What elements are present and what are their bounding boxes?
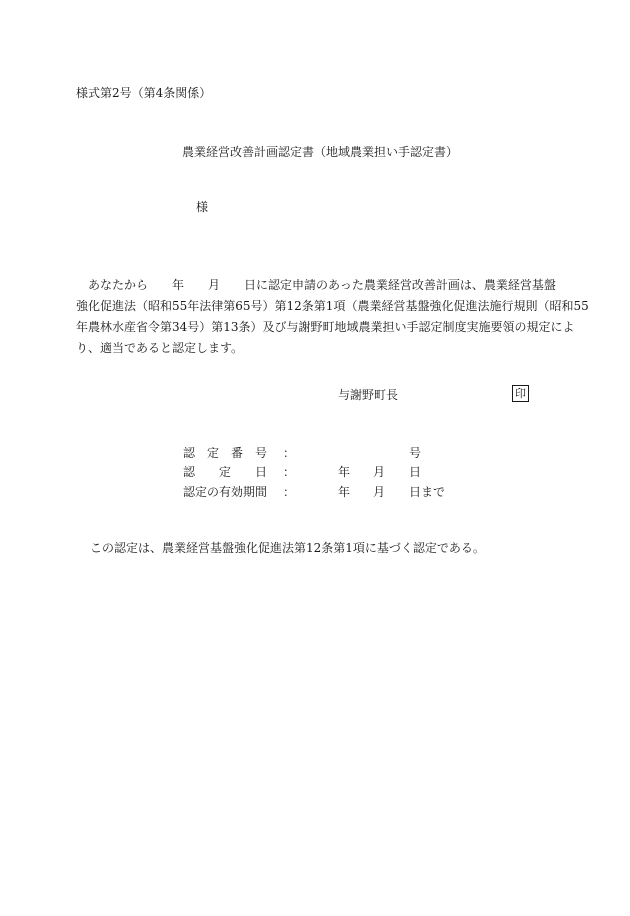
cert-validity-until: 日まで: [409, 485, 446, 499]
cert-number-unit: 号: [409, 446, 422, 460]
body-line-3: 年農林水産省令第34号）第13条）及び与謝野町地域農業担い手認定制度実施要領の規定によ: [76, 320, 575, 334]
cert-date-colon: ：: [283, 465, 296, 479]
form-number: 様式第2号（第4条関係）: [76, 86, 212, 100]
recipient-honorific: 様: [196, 200, 209, 214]
cert-validity-label: 認定の有効期間: [183, 485, 268, 499]
body-line-1: あなたから 年 月 日に認定申請のあった農業経営改善計画は、農業経営基盤: [76, 278, 556, 292]
cert-date-day: 日: [409, 465, 422, 479]
body-line-4: り、適当であると認定します。: [76, 341, 244, 355]
cert-number-colon: ：: [283, 446, 296, 460]
issuer-name: 与謝野町長: [338, 388, 399, 402]
cert-validity-colon: ：: [283, 485, 296, 499]
cert-number-label: 認 定 番 号: [183, 446, 268, 460]
cert-date-year: 年: [338, 465, 351, 479]
cert-date-month: 月: [373, 465, 386, 479]
seal-stamp: 印: [512, 385, 529, 402]
document-title: 農業経営改善計画認定書（地域農業担い手認定書）: [182, 145, 459, 159]
cert-validity-year: 年: [338, 485, 351, 499]
body-line-2: 強化促進法（昭和55年法律第65号）第12条第1項（農業経営基盤強化促進法施行規則（昭和55: [76, 299, 589, 313]
cert-date-label: 認 定 日: [183, 465, 268, 479]
cert-validity-month: 月: [373, 485, 386, 499]
legal-basis-note: この認定は、農業経営基盤強化促進法第12条第1項に基づく認定である。: [90, 541, 485, 555]
